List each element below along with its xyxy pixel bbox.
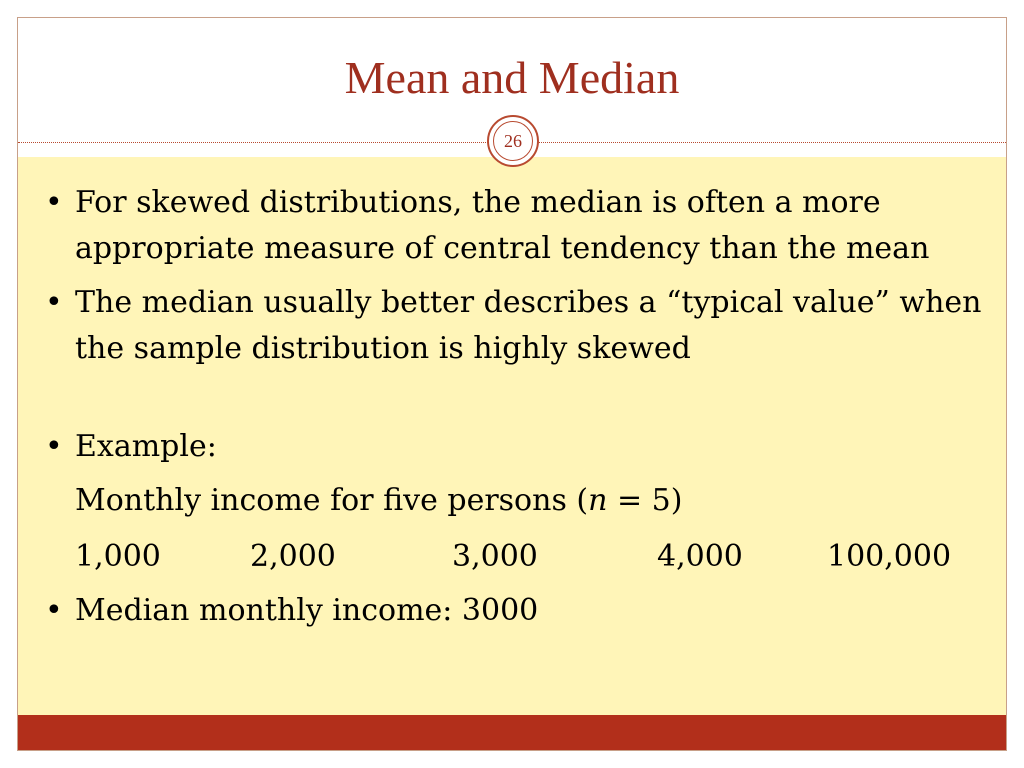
example-suffix: = 5): [607, 483, 683, 518]
income-value: 100,000: [827, 539, 952, 574]
slide-number-badge: [487, 115, 539, 167]
bullet-item: [45, 180, 985, 272]
bullet-marker: •: [45, 593, 63, 628]
bullet-marker: •: [45, 185, 63, 220]
bullet-text: For skewed distributions, the median is often a more appropriate measure of central tendency than the mean: [75, 185, 930, 266]
bottom-accent-bar: [18, 715, 1006, 750]
income-value: 4,000: [657, 539, 743, 574]
bullet-item: [45, 280, 985, 372]
slide-number: 26: [504, 130, 522, 151]
income-value: 1,000: [75, 539, 161, 574]
example-prefix: Monthly income for five persons (: [75, 483, 589, 518]
slide-title: Mean and Median: [344, 52, 680, 103]
income-value: 2,000: [250, 539, 336, 574]
bullet-text: Median monthly income: 3000: [75, 593, 539, 628]
income-value: 3,000: [452, 539, 538, 574]
income-values-row: [45, 534, 985, 580]
bullet-text: The median usually better describes a “typical value” when the sample distribution is highly skewed: [75, 285, 982, 366]
bullet-marker: •: [45, 429, 63, 464]
bullet-item: [45, 424, 985, 470]
n-symbol: n: [588, 483, 608, 518]
bullet-marker: •: [45, 285, 63, 320]
bullet-item: [45, 588, 985, 634]
bullet-text: Example:: [75, 429, 217, 464]
example-description: [45, 478, 985, 524]
slide-body: [45, 180, 985, 642]
spacer: [45, 380, 985, 424]
